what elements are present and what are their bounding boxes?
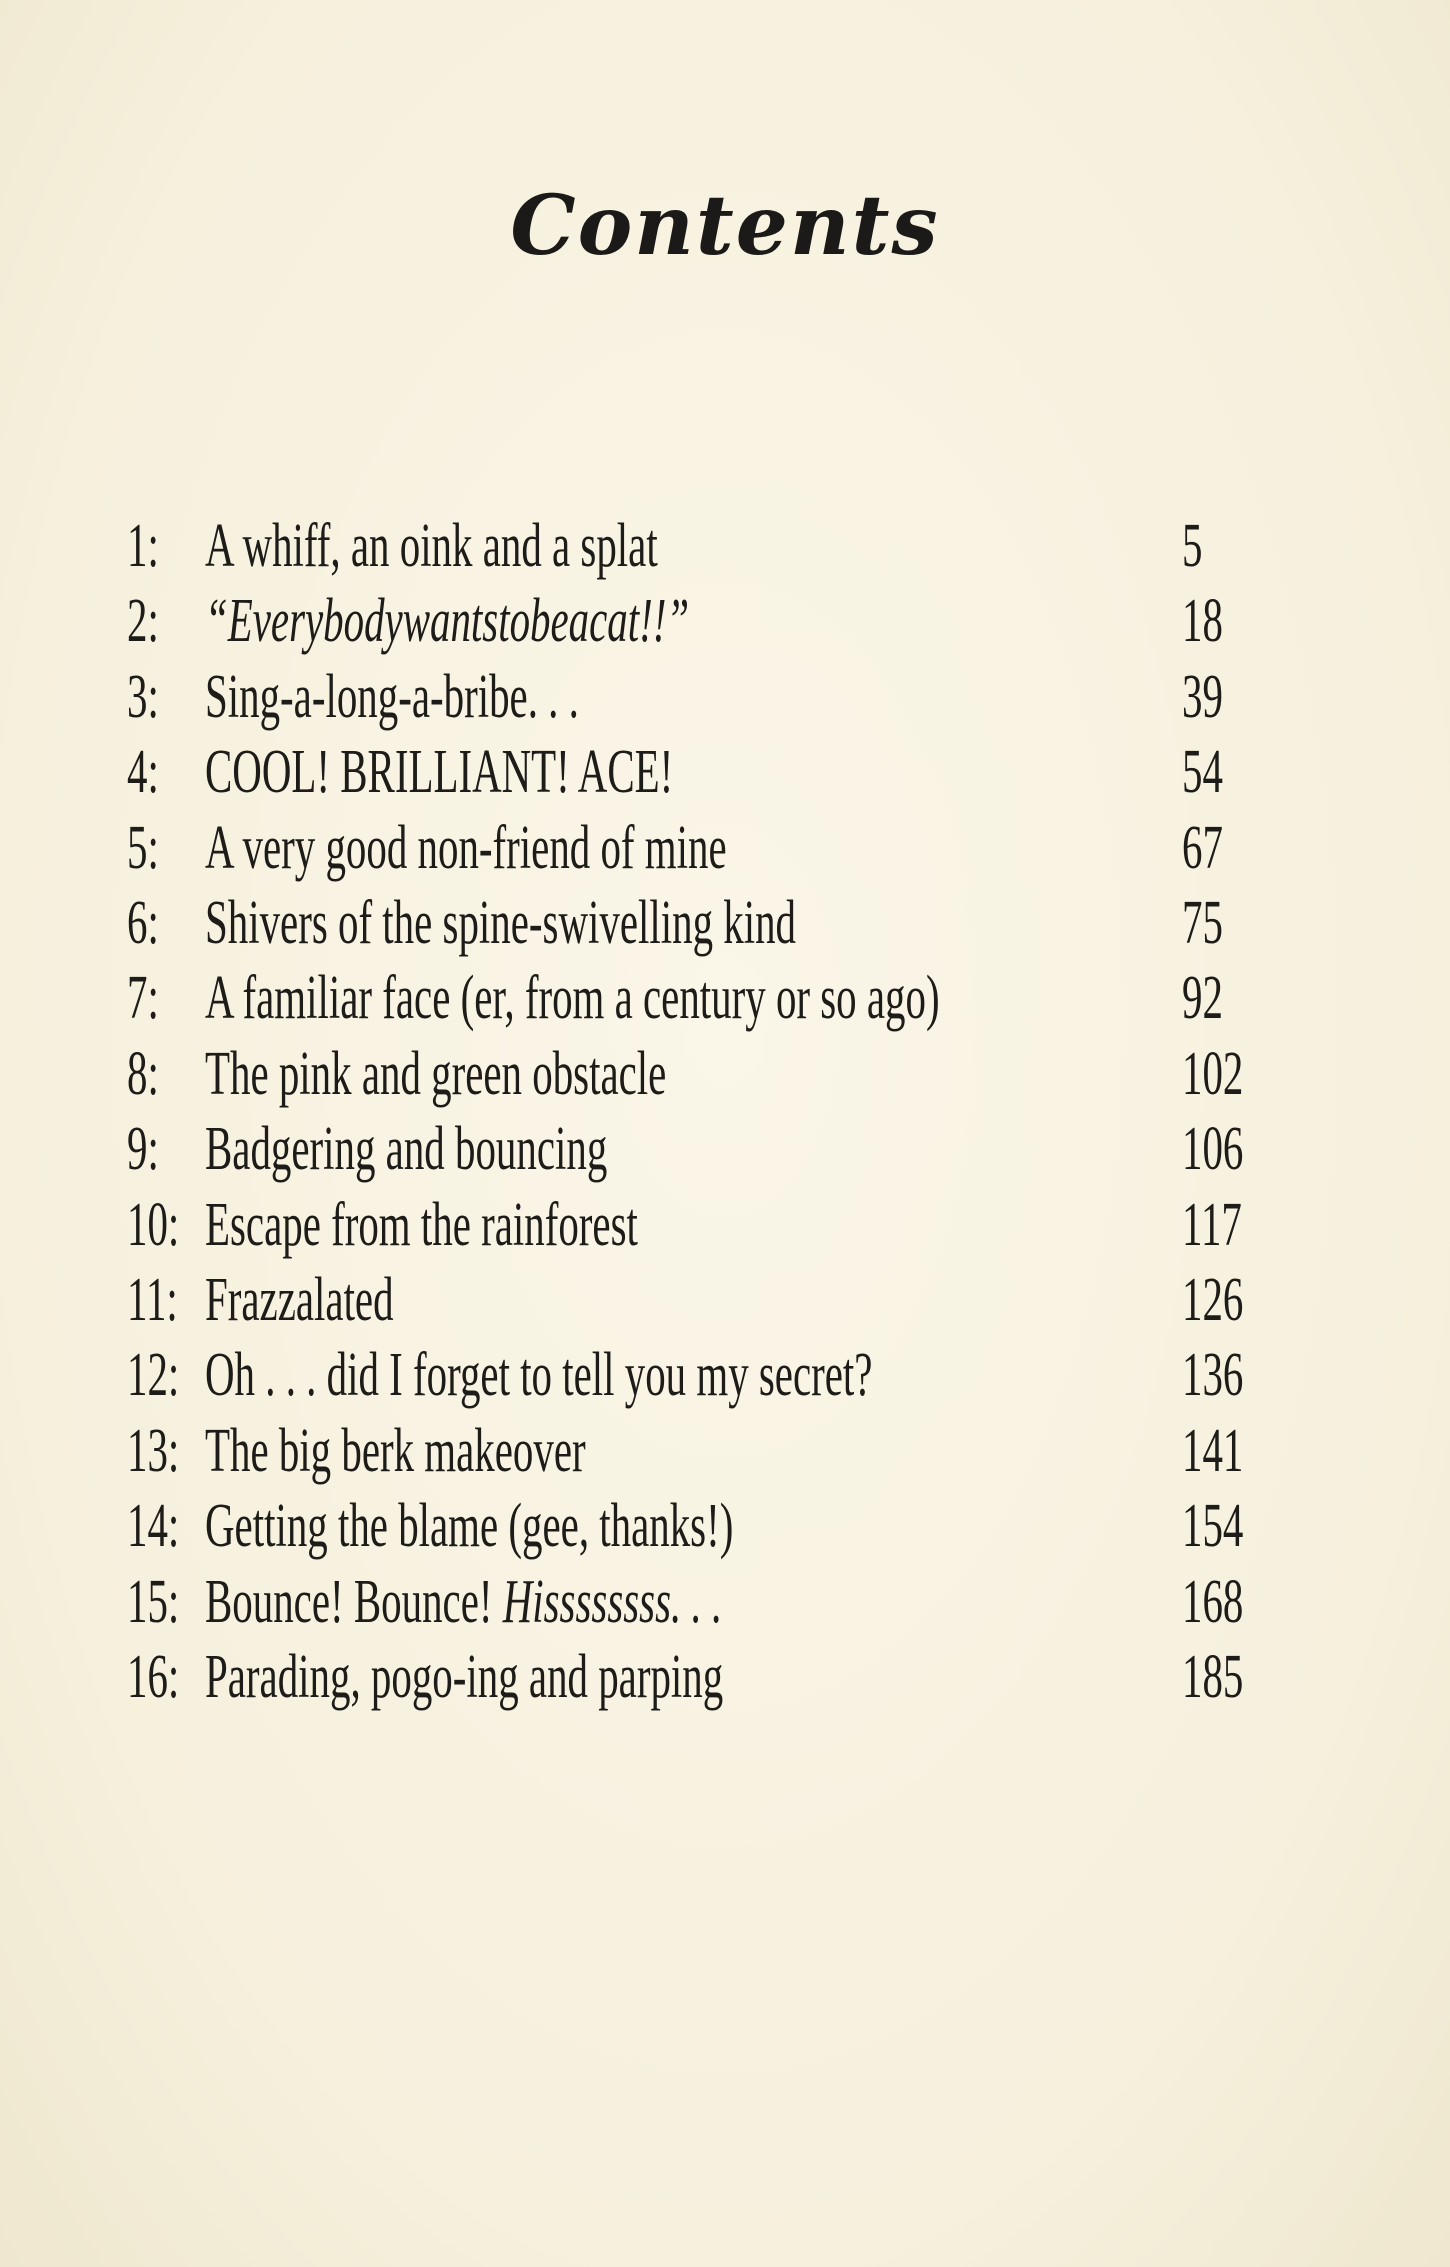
chapter-number: 6:	[127, 889, 159, 957]
page-number: 154	[1182, 1492, 1244, 1561]
chapter-title	[205, 1187, 638, 1263]
chapter-title-text: Bounce! Bounce!	[205, 1567, 503, 1636]
chapter-number: 12:	[127, 1341, 180, 1410]
toc-entry	[0, 1036, 1450, 1112]
chapter-number: 13:	[127, 1416, 180, 1485]
chapter-number: 8:	[127, 1039, 159, 1108]
chapter-title-italic: “Everybodywantstobeacat!!”	[205, 587, 690, 656]
chapter-title-text: A familiar face (er, from a century or so ago)	[205, 964, 940, 1033]
chapter-title	[205, 1413, 586, 1489]
toc-entry	[0, 659, 1450, 735]
toc-entry	[0, 1337, 1450, 1413]
chapter-number: 14:	[127, 1492, 180, 1561]
chapter-number: 7:	[127, 964, 159, 1033]
chapter-number: 1:	[127, 512, 159, 580]
chapter-title	[205, 1111, 607, 1187]
chapter-title-text: Parading, pogo-ing and parping	[205, 1643, 724, 1711]
toc-entry	[0, 508, 1450, 584]
chapter-title	[205, 885, 796, 961]
chapter-title-text: Frazzalated	[205, 1266, 394, 1334]
chapter-title-text: The big berk makeover	[205, 1416, 586, 1485]
chapter-title-text: Shivers of the spine-swivelling kind	[205, 889, 797, 957]
chapter-title-text: The pink and green obstacle	[205, 1039, 667, 1108]
chapter-number: 15:	[127, 1567, 180, 1636]
toc-entry	[0, 810, 1450, 886]
chapter-title-text: Oh . . . did I forget to tell you my secret?	[205, 1341, 873, 1410]
chapter-title	[205, 810, 727, 886]
toc-entry	[0, 1488, 1450, 1564]
page-number: 92	[1182, 964, 1223, 1033]
toc-entry	[0, 1639, 1450, 1715]
chapter-number: 11:	[127, 1266, 178, 1334]
page-number: 106	[1182, 1115, 1244, 1184]
chapter-title-text: A very good non-friend of mine	[205, 813, 727, 882]
page-title: Contents	[510, 178, 940, 274]
chapter-title	[205, 734, 673, 810]
toc-entry	[0, 1413, 1450, 1489]
chapter-title-text: Sing-a-long-a-bribe. . .	[205, 662, 579, 731]
chapter-number: 5:	[127, 813, 159, 882]
chapter-title-text: COOL! BRILLIANT! ACE!	[205, 738, 674, 807]
toc-entry	[0, 960, 1450, 1036]
chapter-number: 9:	[127, 1115, 159, 1184]
chapter-number: 3:	[127, 662, 159, 731]
page-number: 39	[1182, 662, 1223, 731]
toc-entry	[0, 583, 1450, 659]
toc-entry	[0, 1187, 1450, 1263]
chapter-number: 2:	[127, 587, 159, 656]
page-number: 18	[1182, 587, 1223, 656]
page-number: 67	[1182, 813, 1223, 882]
toc-entry	[0, 1262, 1450, 1338]
page-number: 75	[1182, 889, 1223, 957]
page-number: 117	[1182, 1190, 1242, 1259]
chapter-number: 16:	[127, 1643, 180, 1711]
chapter-title-text: Badgering and bouncing	[205, 1115, 608, 1184]
chapter-title	[205, 1262, 394, 1338]
page-number: 136	[1182, 1341, 1244, 1410]
page-number: 126	[1182, 1266, 1244, 1334]
toc-entry	[0, 1564, 1450, 1640]
chapter-number: 4:	[127, 738, 159, 807]
chapter-title	[205, 1639, 723, 1715]
chapter-title	[205, 659, 579, 735]
chapter-title	[205, 583, 689, 659]
chapter-title	[205, 960, 940, 1036]
chapter-title	[205, 508, 658, 584]
page-number: 185	[1182, 1643, 1244, 1711]
page-number: 54	[1182, 738, 1223, 807]
chapter-title-text: Getting the blame (gee, thanks!)	[205, 1492, 734, 1561]
chapter-title-text: Escape from the rainforest	[205, 1190, 638, 1259]
chapter-title-text: A whiff, an oink and a splat	[205, 512, 658, 580]
chapter-title	[205, 1564, 722, 1640]
toc-entry	[0, 734, 1450, 810]
page-number: 141	[1182, 1416, 1244, 1485]
chapter-title	[205, 1488, 733, 1564]
page-number: 102	[1182, 1039, 1244, 1108]
chapter-title-italic: Hissssssss. . .	[502, 1567, 723, 1636]
page-number: 168	[1182, 1567, 1244, 1636]
toc-entry	[0, 885, 1450, 961]
toc-entry	[0, 1111, 1450, 1187]
page-number: 5	[1182, 512, 1203, 580]
chapter-number: 10:	[127, 1190, 180, 1259]
chapter-title	[205, 1036, 666, 1112]
chapter-title	[205, 1337, 872, 1413]
